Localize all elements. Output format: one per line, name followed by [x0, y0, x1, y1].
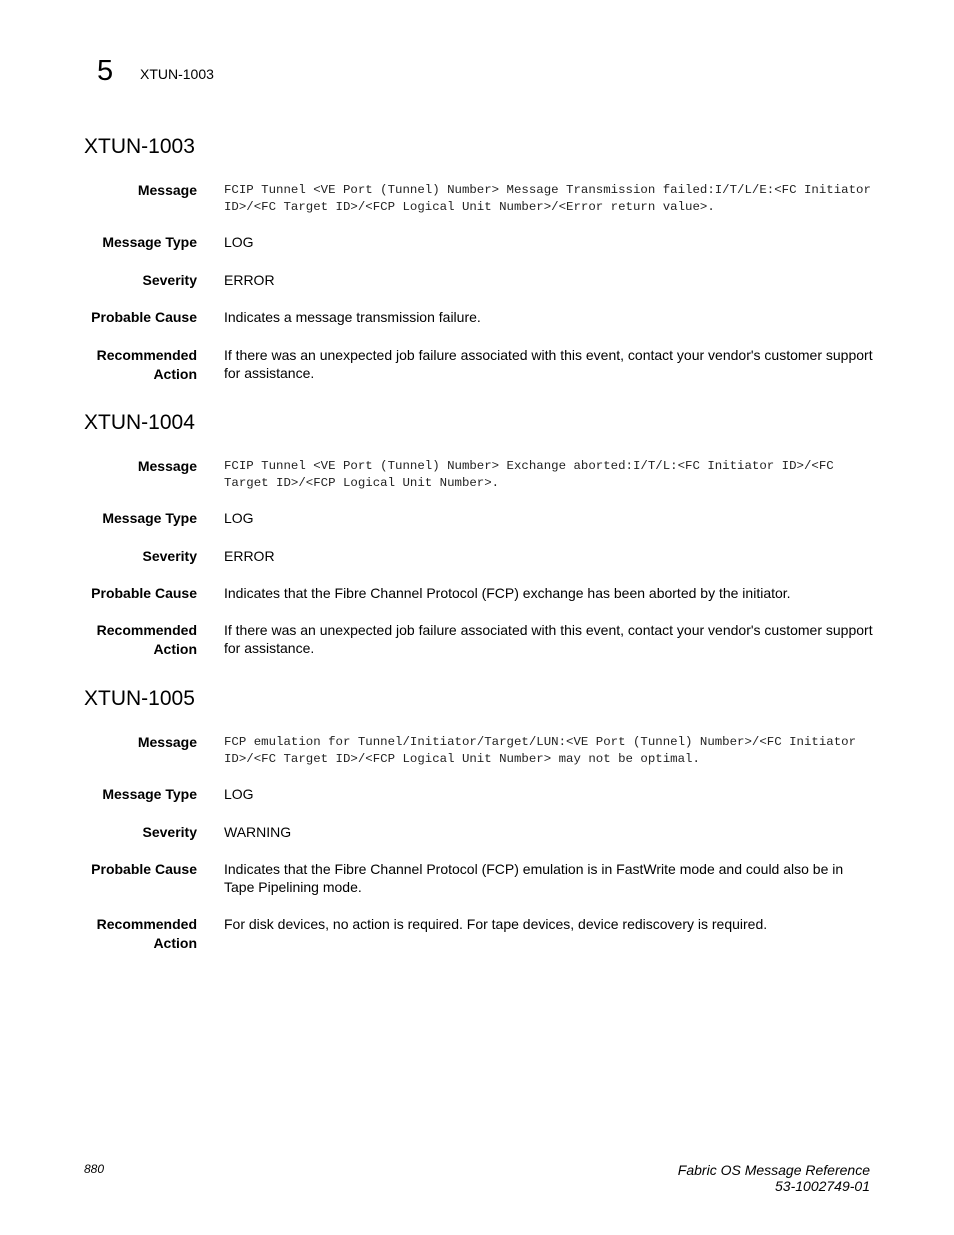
recommended-label-line2: Action [153, 641, 197, 657]
probable-cause-label: Probable Cause [91, 585, 197, 601]
severity-label: Severity [142, 824, 197, 840]
severity-value: ERROR [224, 548, 275, 564]
doc-title: Fabric OS Message Reference [677, 1162, 870, 1178]
probable-cause-label: Probable Cause [91, 309, 197, 325]
message-type-value: LOG [224, 234, 254, 250]
doc-number: 53-1002749-01 [775, 1178, 870, 1194]
message-type-value: LOG [224, 510, 254, 526]
message-type-label: Message Type [102, 234, 197, 250]
recommended-action-value: If there was an unexpected job failure associated with this event, contact your vendor's customer support for assistance. [224, 347, 873, 381]
entry-title: XTUN-1005 [84, 687, 195, 710]
footer-doc-info [678, 1162, 870, 1194]
recommended-label-line1: Recommended [96, 347, 197, 363]
recommended-action-value: For disk devices, no action is required. For tape devices, device rediscovery is required. [224, 916, 768, 932]
running-title: XTUN-1003 [140, 66, 214, 82]
probable-cause-value: Indicates that the Fibre Channel Protocol (FCP) emulation is in FastWrite mode and could also be in Tape Pipelining mode. [224, 861, 844, 895]
message-label: Message [137, 182, 197, 198]
probable-cause-value: Indicates a message transmission failure. [224, 309, 481, 325]
message-label: Message [137, 734, 197, 750]
recommended-action-label [60, 346, 197, 384]
severity-value: ERROR [224, 272, 275, 288]
recommended-action-value: If there was an unexpected job failure associated with this event, contact your vendor's customer support for assistance. [224, 622, 873, 656]
entry-title: XTUN-1003 [84, 135, 195, 158]
recommended-label-line1: Recommended [96, 916, 197, 932]
message-type-value: LOG [224, 786, 254, 802]
message-value: FCIP Tunnel <VE Port (Tunnel) Number> Exchange aborted:I/T/L:<FC Initiator ID>/<FC Target ID>/<FCP Logical Unit Number>. [224, 459, 834, 490]
severity-label: Severity [142, 272, 197, 288]
message-value: FCIP Tunnel <VE Port (Tunnel) Number> Message Transmission failed:I/T/L/E:<FC Initiator ID>/<FC Target ID>/<FCP Logical Unit Number>/<Error return value>. [224, 183, 871, 214]
severity-value: WARNING [224, 824, 292, 840]
probable-cause-value: Indicates that the Fibre Channel Protocol (FCP) exchange has been aborted by the initiator. [224, 585, 791, 601]
recommended-action-label [60, 621, 197, 659]
message-label: Message [137, 458, 197, 474]
chapter-number: 5 [97, 55, 114, 87]
probable-cause-label: Probable Cause [91, 861, 197, 877]
recommended-label-line1: Recommended [96, 622, 197, 638]
severity-label: Severity [142, 548, 197, 564]
message-value: FCP emulation for Tunnel/Initiator/Target/LUN:<VE Port (Tunnel) Number>/<FC Initiator ID>/<FC Target ID>/<FCP Logical Unit Number> may not be optimal. [224, 735, 857, 766]
recommended-action-label [60, 915, 197, 953]
recommended-label-line2: Action [153, 935, 197, 951]
page-number: 880 [84, 1162, 105, 1176]
message-type-label: Message Type [102, 786, 197, 802]
entry-title: XTUN-1004 [84, 411, 195, 434]
message-type-label: Message Type [102, 510, 197, 526]
recommended-label-line2: Action [153, 366, 197, 382]
